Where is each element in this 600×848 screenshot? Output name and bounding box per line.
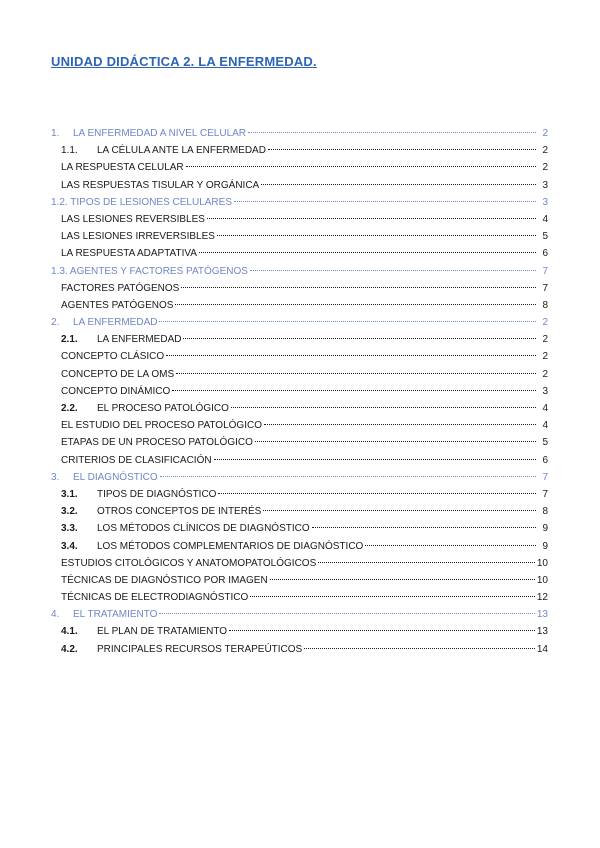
toc-entry-number: 4.	[51, 609, 60, 621]
toc-entry-number: 1.	[51, 128, 60, 139]
toc-entry[interactable]	[51, 317, 548, 334]
toc-entry-title: TÉCNICAS DE DIAGNÓSTICO POR IMAGEN	[61, 574, 268, 586]
toc-entry[interactable]	[51, 609, 548, 626]
toc-entry[interactable]	[51, 145, 548, 162]
toc-entry-title: FACTORES PATÓGENOS	[61, 282, 180, 294]
toc-entry-page: 8	[542, 506, 548, 518]
toc-entry[interactable]	[51, 248, 548, 265]
toc-entry-page: 12	[536, 592, 548, 604]
toc-entry-page: 6	[542, 454, 548, 466]
toc-entry[interactable]	[51, 523, 548, 540]
toc-entry-title: CONCEPTO CLÁSICO	[61, 351, 165, 363]
toc-entry-page: 3	[542, 179, 548, 191]
toc-entry[interactable]	[51, 197, 548, 214]
toc-entry[interactable]	[51, 592, 548, 609]
toc-entry-number: 3.2.	[61, 506, 78, 518]
toc-dot-leader	[159, 613, 534, 614]
toc-entry-page: 2	[542, 317, 548, 329]
toc-entry-page: 14	[536, 643, 548, 655]
toc-entry-title: PRINCIPALES RECURSOS TERAPEÚTICOS	[97, 643, 303, 655]
toc-entry[interactable]	[51, 558, 548, 575]
toc-entry-title: TÉCNICAS DE ELECTRODIAGNÓSTICO	[61, 592, 249, 604]
toc-entry-title: OTROS CONCEPTOS DE INTERÉS	[97, 506, 262, 518]
toc-dot-leader	[217, 235, 536, 236]
toc-entry-title: AGENTES PATÓGENOS	[61, 299, 174, 311]
toc-entry-page: 4	[542, 403, 548, 414]
toc-entry-number: 3.3.	[61, 523, 78, 535]
toc-dot-leader	[218, 493, 536, 494]
toc-entry[interactable]	[51, 472, 548, 489]
toc-dot-leader	[248, 132, 536, 133]
toc-entry[interactable]	[51, 437, 548, 454]
toc-entry[interactable]	[51, 128, 548, 145]
toc-entry-page: 9	[542, 540, 548, 552]
toc-dot-leader	[207, 218, 536, 219]
toc-entry[interactable]	[51, 403, 548, 420]
toc-entry-number: 3.4.	[61, 540, 78, 552]
toc-entry-page: 2	[542, 162, 548, 174]
toc-entry-page: 7	[542, 471, 548, 483]
toc-entry-page: 7	[542, 488, 548, 500]
toc-entry-title: EL DIAGNÓSTICO	[73, 471, 158, 483]
document-title: UNIDAD DIDÁCTICA 2. LA ENFERMEDAD.	[51, 54, 317, 69]
toc-entry-page: 2	[542, 351, 548, 363]
toc-dot-leader	[229, 630, 535, 631]
toc-entry[interactable]	[51, 506, 548, 523]
toc-entry[interactable]	[51, 231, 548, 248]
toc-entry-page: 4	[542, 420, 548, 432]
toc-entry-number: 2.2.	[61, 403, 78, 414]
toc-dot-leader	[160, 476, 536, 477]
toc-entry-title: LOS MÉTODOS COMPLEMENTARIOS DE DIAGNÓSTICO	[97, 540, 364, 552]
toc-dot-leader	[263, 510, 536, 511]
toc-entry-page: 8	[542, 299, 548, 311]
toc-entry-title: LAS LESIONES REVERSIBLES	[61, 213, 205, 225]
table-of-contents	[51, 128, 548, 661]
toc-entry-number: 3.	[51, 471, 60, 483]
toc-dot-leader	[250, 270, 536, 271]
toc-entry[interactable]	[51, 541, 548, 558]
toc-entry[interactable]	[51, 644, 548, 661]
toc-entry-number: 2.1.	[61, 334, 78, 346]
toc-entry[interactable]	[51, 180, 548, 197]
toc-dot-leader	[365, 545, 536, 546]
toc-dot-leader	[261, 184, 536, 185]
toc-entry-title: CRITERIOS DE CLASIFICACIÓN	[61, 454, 212, 466]
toc-dot-leader	[181, 287, 536, 288]
toc-entry-title: EL ESTUDIO DEL PROCESO PATOLÓGICO	[61, 420, 262, 432]
toc-entry-number: 1.1.	[61, 145, 78, 157]
toc-entry-page: 13	[536, 626, 548, 638]
toc-dot-leader	[176, 373, 536, 374]
toc-dot-leader	[214, 459, 536, 460]
toc-entry-number: 4.2.	[61, 643, 78, 655]
toc-entry-page: 9	[542, 523, 548, 535]
toc-entry-title: LOS MÉTODOS CLÍNICOS DE DIAGNÓSTICO	[97, 523, 310, 535]
toc-dot-leader	[318, 562, 535, 563]
toc-entry[interactable]	[51, 214, 548, 231]
toc-entry-page: 2	[542, 334, 548, 346]
toc-entry[interactable]	[51, 283, 548, 300]
toc-entry-title: LA CÉLULA ANTE LA ENFERMEDAD	[97, 145, 266, 157]
toc-entry-title: TIPOS DE DIAGNÓSTICO	[97, 488, 217, 500]
toc-entry[interactable]	[51, 455, 548, 472]
toc-dot-leader	[255, 441, 536, 442]
toc-dot-leader	[250, 596, 535, 597]
toc-entry-title: EL PLAN DE TRATAMIENTO	[97, 626, 228, 638]
toc-entry-page: 4	[542, 213, 548, 225]
toc-entry-title: LA ENFERMEDAD	[97, 334, 182, 346]
toc-entry[interactable]	[51, 300, 548, 317]
toc-entry-page: 2	[542, 128, 548, 139]
toc-entry-page: 5	[542, 231, 548, 243]
toc-entry[interactable]	[51, 420, 548, 437]
toc-entry-title: ESTUDIOS CITOLÓGICOS Y ANATOMOPATOLÓGICOS	[61, 557, 317, 569]
toc-entry-title: 1.2. TIPOS DE LESIONES CELULARES	[51, 196, 232, 208]
toc-entry-page: 10	[536, 557, 548, 569]
toc-entry-title: ETAPAS DE UN PROCESO PATOLÓGICO	[61, 437, 253, 449]
toc-entry-title: LA ENFERMEDAD	[73, 317, 158, 329]
toc-entry[interactable]	[51, 334, 548, 351]
toc-dot-leader	[312, 527, 536, 528]
toc-entry-number: 3.1.	[61, 488, 78, 500]
toc-dot-leader	[183, 338, 536, 339]
toc-entry-page: 2	[542, 368, 548, 380]
toc-dot-leader	[175, 304, 536, 305]
toc-dot-leader	[159, 321, 536, 322]
toc-entry-page: 2	[542, 145, 548, 157]
toc-entry-number: 2.	[51, 317, 60, 329]
toc-dot-leader	[234, 201, 536, 202]
toc-dot-leader	[264, 424, 536, 425]
toc-entry-page: 13	[536, 609, 548, 621]
toc-entry[interactable]	[51, 351, 548, 368]
toc-entry-page: 10	[536, 574, 548, 586]
toc-dot-leader	[304, 648, 535, 649]
toc-dot-leader	[199, 252, 536, 253]
toc-dot-leader	[172, 390, 536, 391]
toc-entry-title: LA RESPUESTA CELULAR	[61, 162, 184, 174]
toc-entry[interactable]	[51, 575, 548, 592]
toc-dot-leader	[186, 166, 536, 167]
toc-entry-page: 6	[542, 248, 548, 260]
toc-entry-page: 5	[542, 437, 548, 449]
toc-entry-title: LA RESPUESTA ADAPTATIVA	[61, 248, 197, 260]
toc-entry-title: LAS RESPUESTAS TISULAR Y ORGÁNICA	[61, 179, 260, 191]
toc-entry-page: 3	[542, 196, 548, 208]
toc-entry[interactable]	[51, 626, 548, 643]
toc-entry-page: 7	[542, 282, 548, 294]
toc-entry[interactable]	[51, 162, 548, 179]
toc-dot-leader	[268, 149, 536, 150]
toc-dot-leader	[270, 579, 535, 580]
toc-entry-number: 4.1.	[61, 626, 78, 638]
toc-entry-title: LAS LESIONES IRREVERSIBLES	[61, 231, 215, 243]
toc-entry-title: EL PROCESO PATOLÓGICO	[97, 403, 229, 414]
toc-entry[interactable]	[51, 369, 548, 386]
toc-entry-title: CONCEPTO DINÁMICO	[61, 385, 171, 397]
toc-entry-title: EL TRATAMIENTO	[73, 609, 158, 621]
toc-entry-title: 1.3. AGENTES Y FACTORES PATÓGENOS	[51, 265, 248, 277]
toc-entry-title: CONCEPTO DE LA OMS	[61, 368, 175, 380]
toc-entry[interactable]	[51, 489, 548, 506]
toc-entry[interactable]	[51, 386, 548, 403]
toc-entry-page: 3	[542, 385, 548, 397]
toc-entry-title: LA ENFERMEDAD A NIVEL CELULAR	[73, 128, 247, 139]
toc-entry[interactable]	[51, 266, 548, 283]
toc-entry-page: 7	[542, 265, 548, 277]
toc-dot-leader	[231, 407, 536, 408]
toc-dot-leader	[166, 355, 536, 356]
